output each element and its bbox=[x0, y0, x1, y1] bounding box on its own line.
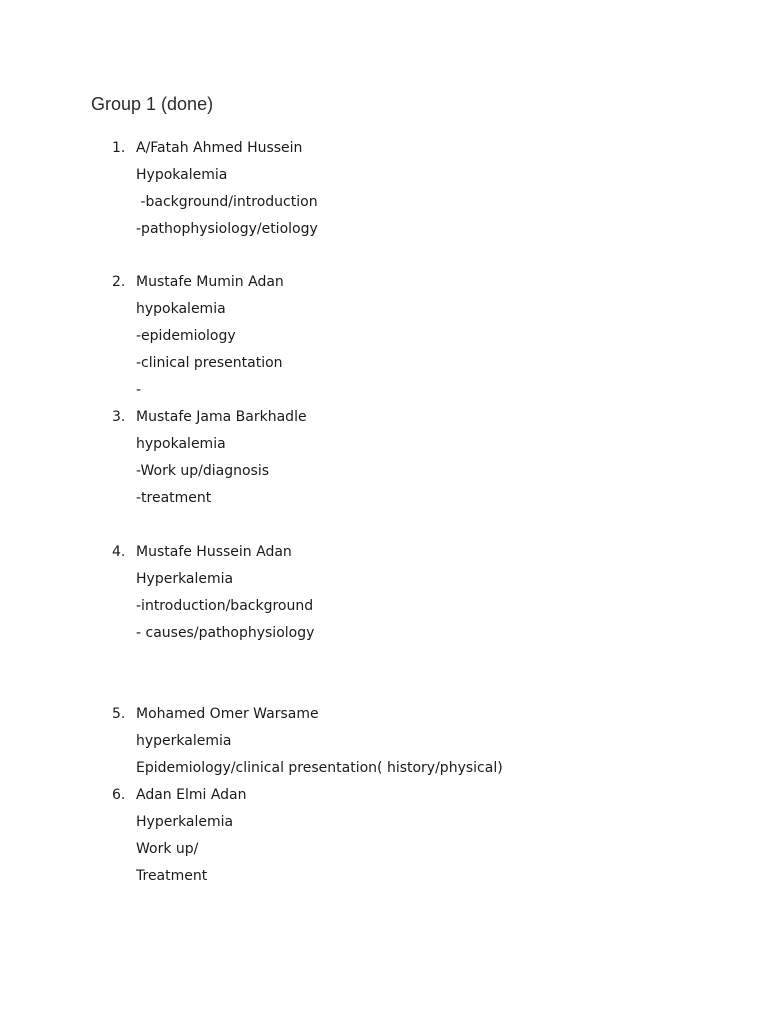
subtopic: -background/introduction bbox=[136, 194, 318, 210]
list-number: 5. bbox=[112, 706, 126, 722]
student-name: A/Fatah Ahmed Hussein bbox=[136, 140, 303, 156]
subtopic: - causes/pathophysiology bbox=[136, 625, 315, 641]
subtopic: -treatment bbox=[136, 490, 212, 506]
topic: hypokalemia bbox=[136, 436, 226, 452]
student-name: Mustafe Mumin Adan bbox=[136, 274, 284, 290]
topic: hyperkalemia bbox=[136, 733, 232, 749]
subtopic: -epidemiology bbox=[136, 328, 236, 344]
subtopic: -Work up/diagnosis bbox=[136, 463, 270, 479]
subtopic: -introduction/background bbox=[136, 598, 314, 614]
student-name: Mohamed Omer Warsame bbox=[136, 706, 319, 722]
list-number: 1. bbox=[112, 140, 126, 156]
subtopic: Epidemiology/clinical presentation( history/physical) bbox=[136, 760, 503, 776]
page-title: Group 1 (done) bbox=[91, 94, 214, 114]
list-number: 4. bbox=[112, 544, 126, 560]
list-number: 3. bbox=[112, 409, 126, 425]
subtopic: - bbox=[136, 382, 142, 398]
subtopic: Work up/ bbox=[136, 841, 199, 857]
subtopic: Treatment bbox=[136, 868, 208, 884]
topic: hypokalemia bbox=[136, 301, 226, 317]
student-name: Adan Elmi Adan bbox=[136, 787, 247, 803]
subtopic: -pathophysiology/etiology bbox=[136, 221, 318, 237]
topic: Hyperkalemia bbox=[136, 571, 234, 587]
topic: Hypokalemia bbox=[136, 167, 228, 183]
student-name: Mustafe Hussein Adan bbox=[136, 544, 292, 560]
list-number: 2. bbox=[112, 274, 126, 290]
list-number: 6. bbox=[112, 787, 126, 803]
topic: Hyperkalemia bbox=[136, 814, 234, 830]
student-name: Mustafe Jama Barkhadle bbox=[136, 409, 307, 425]
subtopic: -clinical presentation bbox=[136, 355, 283, 371]
